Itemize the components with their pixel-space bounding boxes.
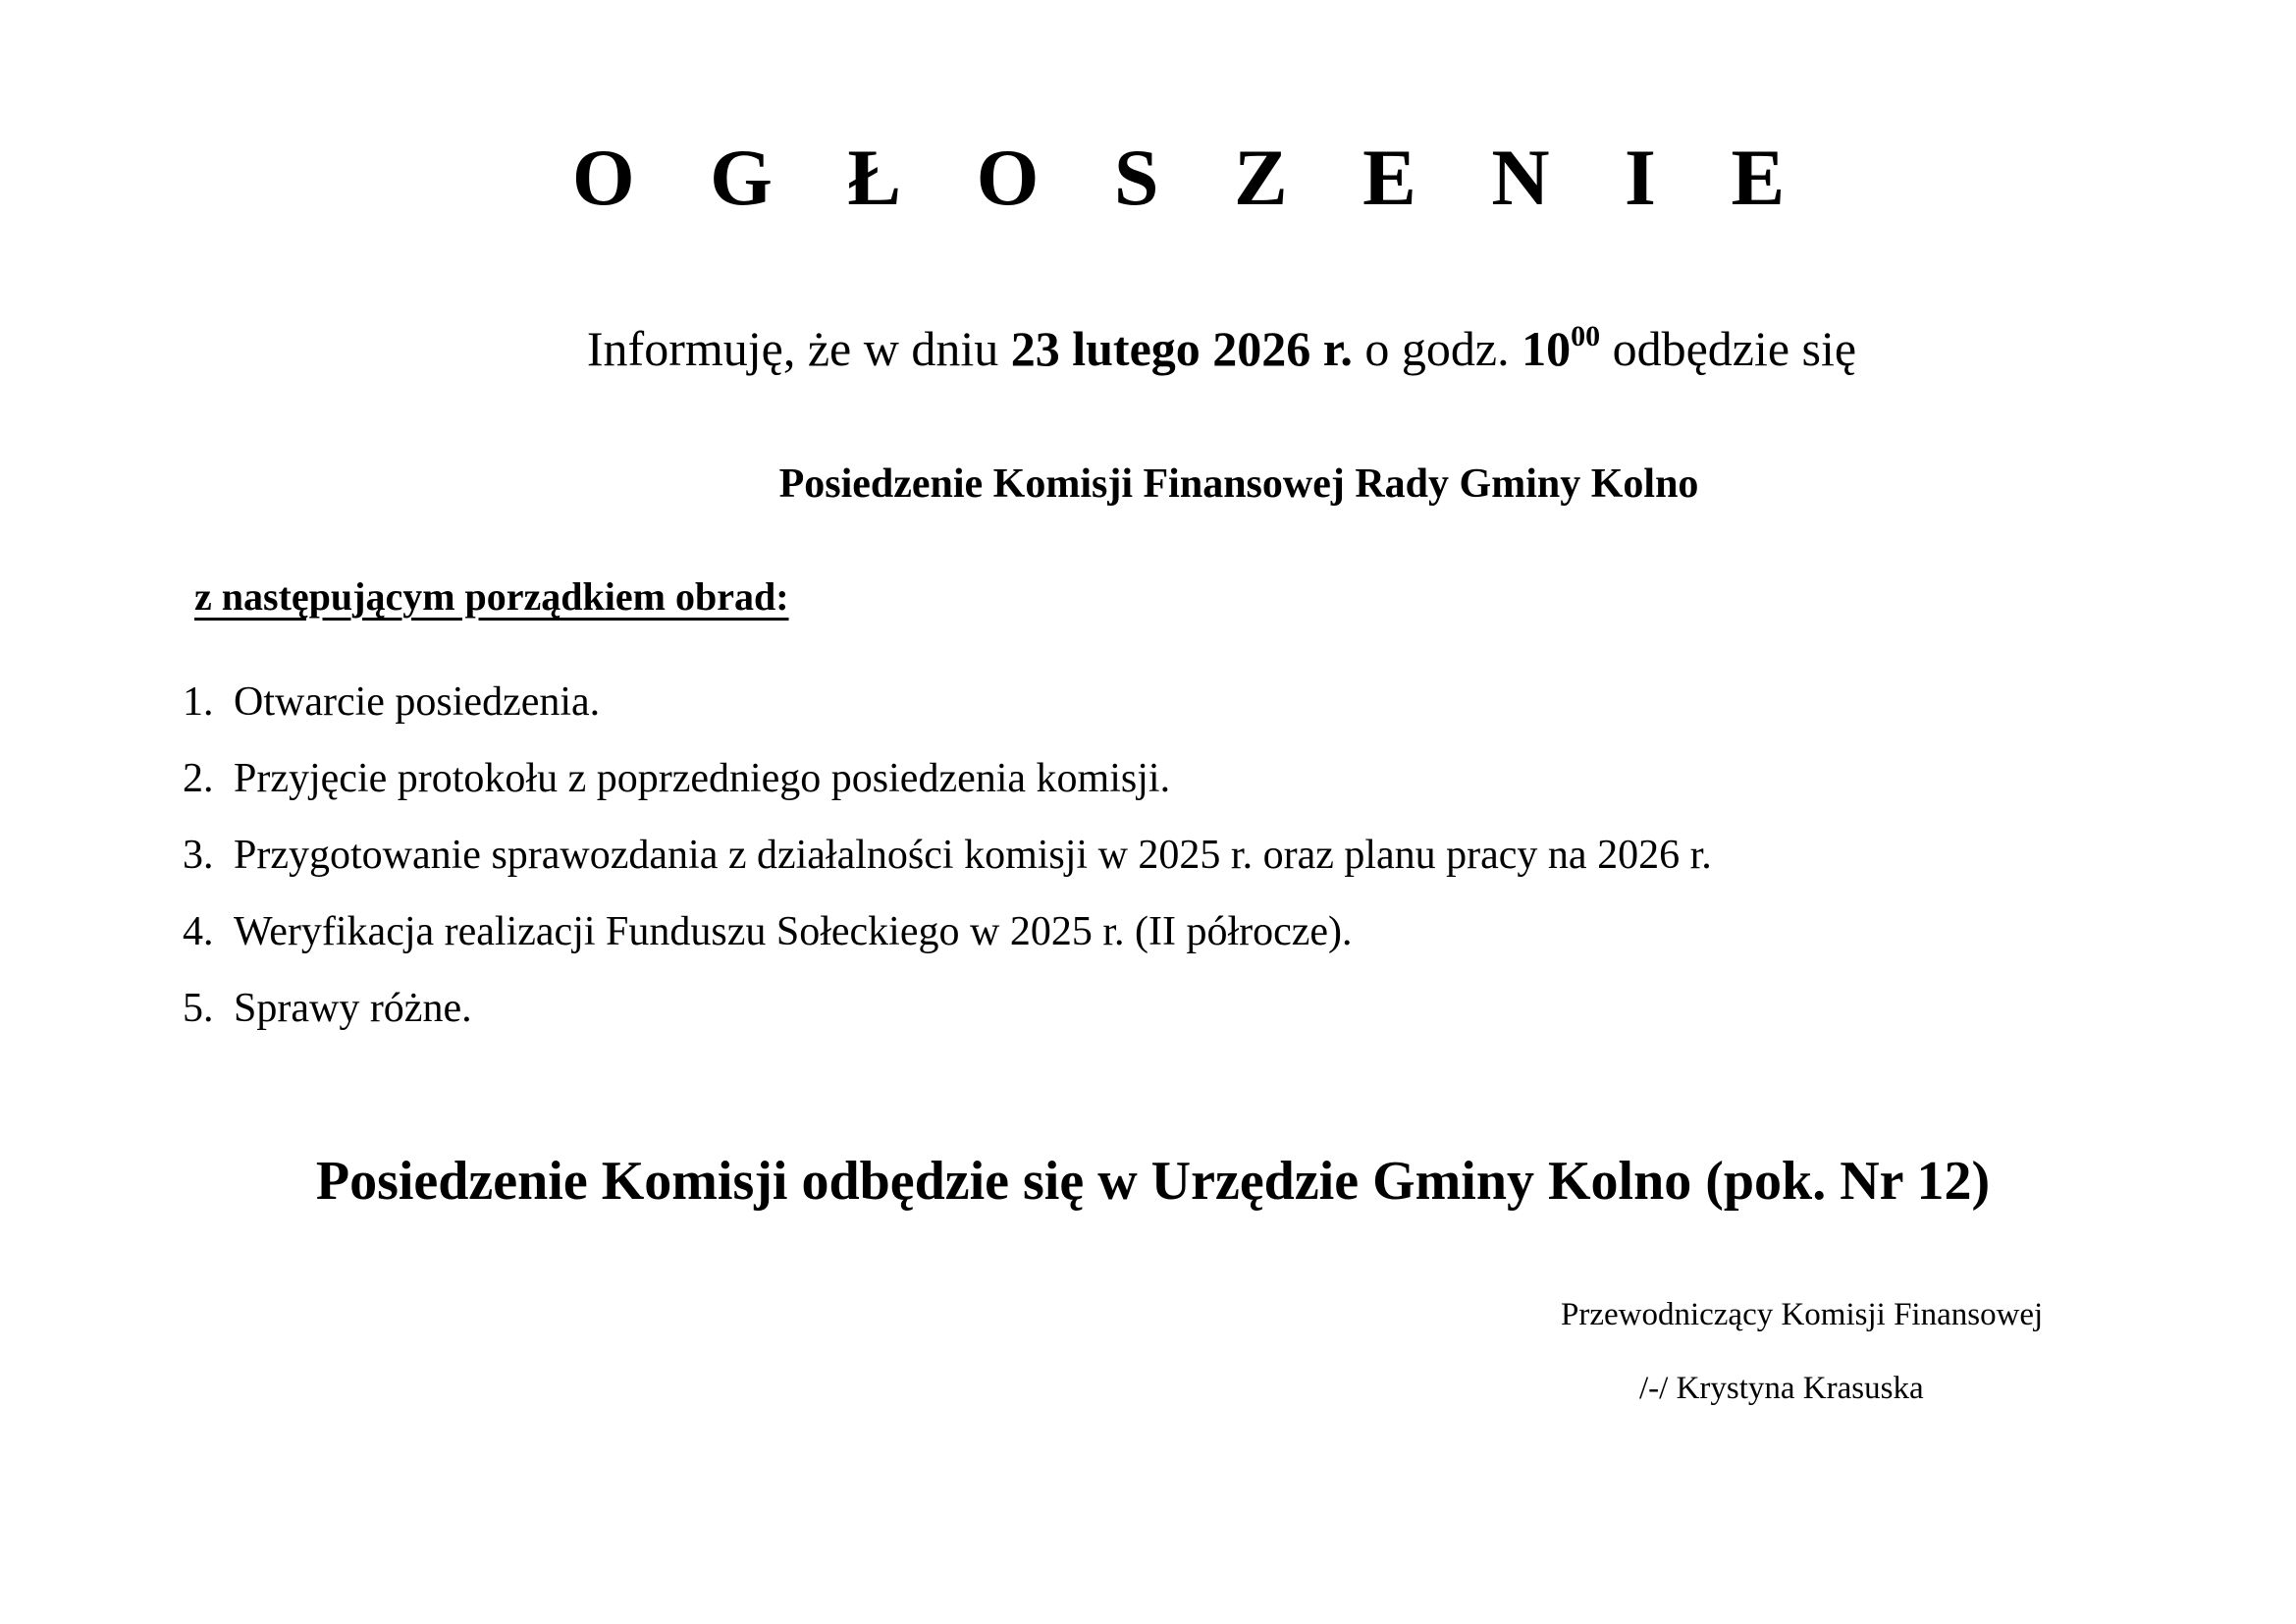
signer-name: /-/ Krystyna Krasuska xyxy=(1639,1371,1924,1406)
intro-suffix: odbędzie się xyxy=(1600,321,1857,376)
meeting-minutes: 00 xyxy=(1571,320,1601,352)
meeting-name: Posiedzenie Komisji Finansowej Rady Gminy Kolno xyxy=(778,461,1699,507)
agenda-item-number: 3. xyxy=(183,833,214,878)
agenda-item-text: Sprawy różne. xyxy=(234,986,472,1031)
document-title: O G Ł O S Z E N I E xyxy=(571,133,1813,222)
intro-sentence xyxy=(0,319,2296,378)
agenda-item-number: 4. xyxy=(183,909,214,954)
agenda-item-text: Weryfikacja realizacji Funduszu Sołeckiego w 2025 r. (II półrocze). xyxy=(234,909,1353,954)
agenda-item-text: Przygotowanie sprawozdania z działalności komisji w 2025 r. oraz planu pracy na 2026 r. xyxy=(234,833,1712,878)
agenda-item-text: Otwarcie posiedzenia. xyxy=(234,679,601,725)
intro-prefix: Informuję, że w dniu xyxy=(586,321,1011,376)
agenda-item xyxy=(183,754,1712,831)
agenda-heading: z następującym porządkiem obrad: xyxy=(194,574,789,619)
intro-middle: o godz. xyxy=(1352,321,1522,376)
meeting-date: 23 lutego 2026 r. xyxy=(1010,321,1353,376)
meeting-location: Posiedzenie Komisji odbędzie się w Urzędzie Gminy Kolno (pok. Nr 12) xyxy=(315,1151,1991,1212)
meeting-hour: 10 xyxy=(1522,321,1572,376)
signer-role: Przewodniczący Komisji Finansowej xyxy=(1561,1297,2044,1332)
agenda-item xyxy=(183,907,1712,984)
agenda-item xyxy=(183,677,1712,754)
agenda-item-text: Przyjęcie protokołu z poprzedniego posiedzenia komisji. xyxy=(234,756,1171,801)
agenda-item-number: 5. xyxy=(183,986,214,1031)
agenda-item-number: 2. xyxy=(183,756,214,801)
agenda-list xyxy=(183,677,1712,1060)
agenda-item xyxy=(183,831,1712,907)
agenda-item xyxy=(183,984,1712,1060)
agenda-item-number: 1. xyxy=(183,679,214,725)
